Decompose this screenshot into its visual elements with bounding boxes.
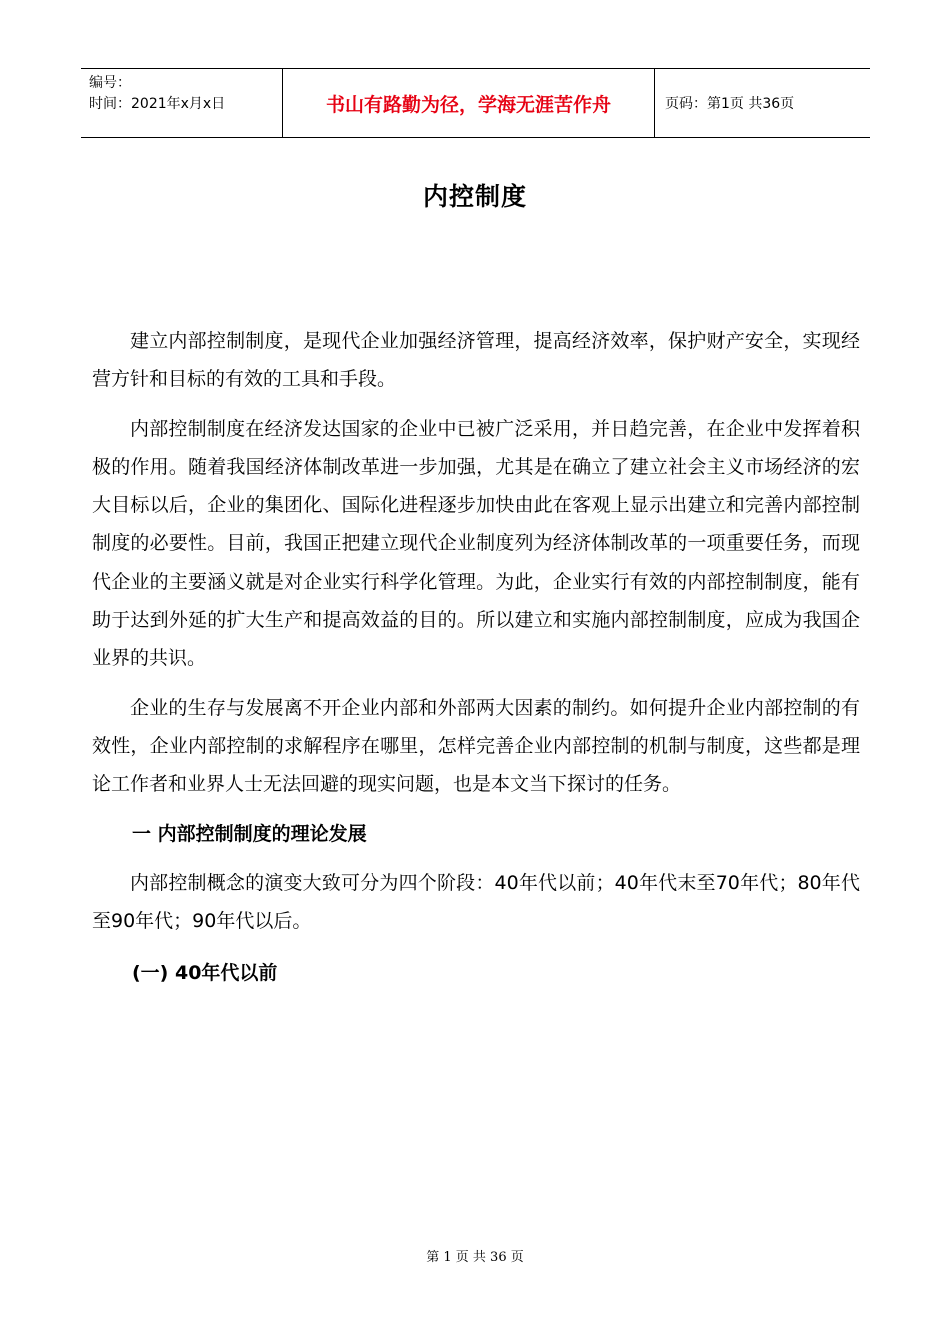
- number-label: 编号：: [89, 75, 131, 91]
- paragraph: 内部控制概念的演变大致可分为四个阶段：40年代以前；40年代末至70年代；80年代至90年代；90年代以后。: [92, 871, 860, 932]
- document-body: [92, 322, 860, 1003]
- header-info-cell: [81, 69, 282, 137]
- date-label: 时间：2021年x月x日: [89, 96, 226, 112]
- document-header-table: [81, 68, 870, 138]
- paragraph: 企业的生存与发展离不开企业内部和外部两大因素的制约。如何提升企业内部控制的有效性，企业内部控制的求解程序在哪里，怎样完善企业内部控制的机制与制度，这些都是理论工作者和业界人士无法回避的现实问题，也是本文当下探讨的任务。: [92, 696, 860, 796]
- header-page-indicator: 页码：第1页 共36页: [665, 96, 795, 112]
- page-footer: 第 1 页 共 36 页: [426, 1250, 524, 1265]
- subsection-heading: (一) 40年代以前: [132, 962, 278, 985]
- header-motto: 书山有路勤为径，学海无涯苦作舟: [282, 69, 655, 137]
- section-heading: 一 内部控制制度的理论发展: [132, 822, 367, 845]
- document-title: 内控制度: [422, 182, 527, 211]
- paragraph: 建立内部控制制度，是现代企业加强经济管理，提高经济效率，保护财产安全，实现经营方针和目标的有效的工具和手段。: [92, 330, 860, 391]
- paragraph: 内部控制制度在经济发达国家的企业中已被广泛采用，并日趋完善，在企业中发挥着积极的作用。随着我国经济体制改革进一步加强，尤其是在确立了建立社会主义市场经济的宏大目标以后，企业的集团化、国际化进程逐步加快由此在客观上显示出建立和完善内部控制制度的必要性。目前，我国正把建立现代企业制度列为经济体制改革的一项重要任务，而现代企业的主要涵义就是对企业实行科学化管理。为此，企业实行有效的内部控制制度，能有助于达到外延的扩大生产和提高效益的目的。所以建立和实施内部控制制度，应成为我国企业界的共识。: [92, 417, 860, 670]
